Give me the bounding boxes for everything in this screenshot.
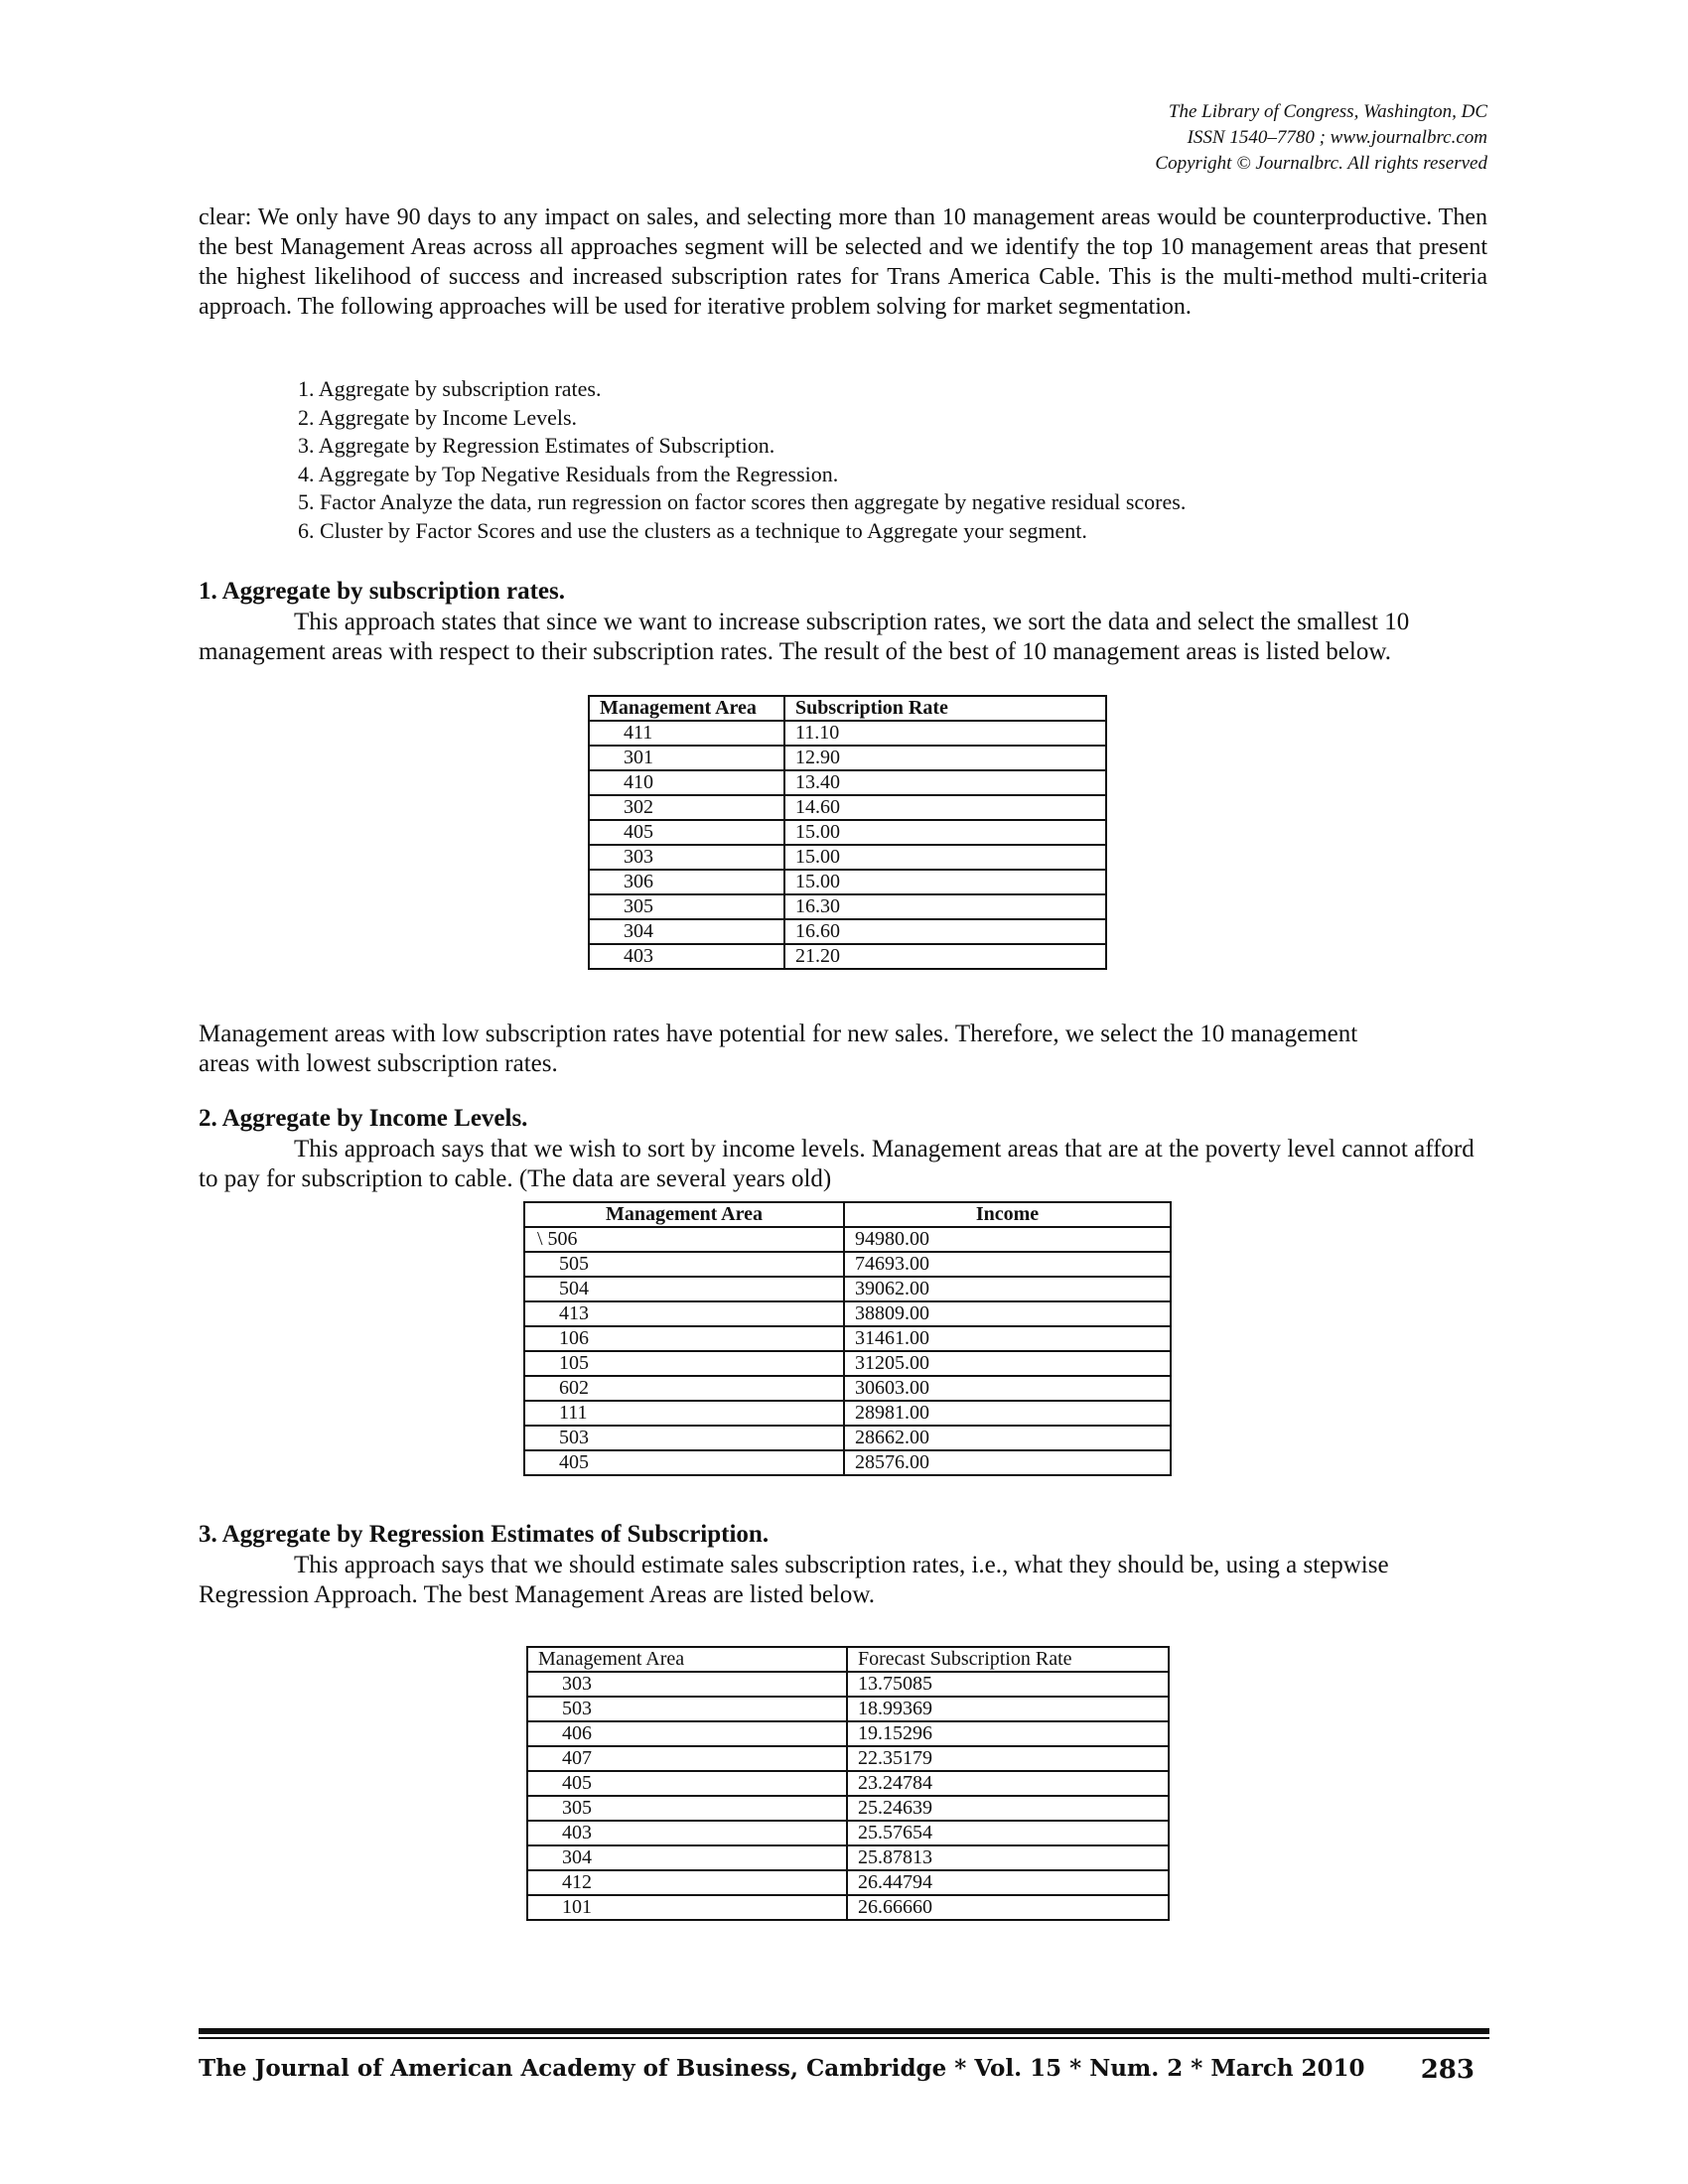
header-line-2: ISSN 1540–7780 ; www.journalbrc.com (1187, 127, 1487, 148)
table-cell: 111 (524, 1401, 844, 1426)
table-row (527, 1771, 1169, 1796)
table-cell: 403 (589, 944, 784, 969)
list-item: 4. Aggregate by Top Negative Residuals from the Regression. (298, 461, 839, 486)
list-item: 2. Aggregate by Income Levels. (298, 404, 578, 430)
footer-rule (199, 2037, 1489, 2039)
table-row (527, 1895, 1169, 1920)
table-cell: 11.10 (784, 721, 1106, 746)
forecast-table (526, 1646, 1170, 1921)
table-row (589, 746, 1106, 770)
section-2-text: This approach says that we wish to sort by income levels. Management areas that are at the poverty level cannot afford to pay for subscription to cable. (The data are several years old) (199, 1136, 1475, 1192)
table-row (524, 1351, 1171, 1376)
table-cell: 503 (527, 1697, 847, 1721)
section-3-heading: 3. Aggregate by Regression Estimates of Subscription. (199, 1521, 770, 1548)
list-item: 6. Cluster by Factor Scores and use the clusters as a technique to Aggregate your segment. (298, 517, 1087, 543)
table-cell: 304 (589, 919, 784, 944)
table-cell: 18.99369 (847, 1697, 1169, 1721)
table-cell: 412 (527, 1870, 847, 1895)
table-row (589, 770, 1106, 795)
column-header: Forecast Subscription Rate (847, 1647, 1169, 1672)
table-cell: 306 (589, 870, 784, 894)
table-cell: 19.15296 (847, 1721, 1169, 1746)
table-row (589, 845, 1106, 870)
table-row (524, 1326, 1171, 1351)
table-row (527, 1845, 1169, 1870)
table-cell: 504 (524, 1277, 844, 1301)
page-number: 283 (1420, 2055, 1475, 2085)
page-footer (199, 2055, 1475, 2085)
running-header (1155, 99, 1487, 177)
table-cell: 25.24639 (847, 1796, 1169, 1821)
table-cell: 105 (524, 1351, 844, 1376)
table-row (527, 1697, 1169, 1721)
table-row (524, 1301, 1171, 1326)
header-line-1: The Library of Congress, Washington, DC (1168, 101, 1487, 122)
table-cell: 411 (589, 721, 784, 746)
table-cell: \ 506 (524, 1227, 844, 1252)
table-cell: 74693.00 (844, 1252, 1171, 1277)
list-item: 1. Aggregate by subscription rates. (298, 376, 602, 401)
table-cell: 301 (589, 746, 784, 770)
section-2-heading: 2. Aggregate by Income Levels. (199, 1105, 528, 1132)
table-cell: 13.75085 (847, 1672, 1169, 1697)
table-cell: 503 (524, 1426, 844, 1450)
table-cell: 303 (527, 1672, 847, 1697)
table-cell: 38809.00 (844, 1301, 1171, 1326)
table-row (527, 1672, 1169, 1697)
table-row (527, 1796, 1169, 1821)
table-cell: 39062.00 (844, 1277, 1171, 1301)
column-header: Management Area (589, 696, 784, 721)
table-cell: 410 (589, 770, 784, 795)
table-cell: 13.40 (784, 770, 1106, 795)
table-cell: 405 (589, 820, 784, 845)
table-row (589, 944, 1106, 969)
table-row (524, 1227, 1171, 1252)
subscription-rate-table (588, 695, 1107, 970)
table-cell: 94980.00 (844, 1227, 1171, 1252)
table-row (589, 721, 1106, 746)
section-1-heading: 1. Aggregate by subscription rates. (199, 578, 565, 605)
table-row (589, 894, 1106, 919)
table-row (589, 870, 1106, 894)
approach-list (298, 375, 1186, 546)
table-cell: 407 (527, 1746, 847, 1771)
section-1-text: This approach states that since we want to increase subscription rates, we sort the data and select the smallest 10 management areas with respect to their subscription rates. The result of the best of 10 management areas is listed below. (199, 609, 1410, 665)
table-cell: 304 (527, 1845, 847, 1870)
table-cell: 303 (589, 845, 784, 870)
table-cell: 25.87813 (847, 1845, 1169, 1870)
list-item: 3. Aggregate by Regression Estimates of Subscription. (298, 433, 775, 459)
intro-paragraph: clear: We only have 90 days to any impact on sales, and selecting more than 10 management areas would be counterproductive. Then the best Management Areas across all approaches segment will be selected and we identify the top 10 management areas that present the highest likelihood of success and increased subscription rates for Trans America Cable. This is the multi-method multi-criteria approach. The following approaches will be used for iterative problem solving for market segmentation. (199, 205, 1487, 320)
table-cell: 28662.00 (844, 1426, 1171, 1450)
table-cell: 26.44794 (847, 1870, 1169, 1895)
table-cell: 28981.00 (844, 1401, 1171, 1426)
table-cell: 23.24784 (847, 1771, 1169, 1796)
table-cell: 302 (589, 795, 784, 820)
column-header: Management Area (524, 1202, 844, 1227)
table-cell: 31205.00 (844, 1351, 1171, 1376)
list-item: 5. Factor Analyze the data, run regression on factor scores then aggregate by negative residual scores. (298, 489, 1187, 515)
table-row (527, 1721, 1169, 1746)
header-line-3: Copyright © Journalbrc. All rights reserved (1155, 153, 1487, 174)
table-cell: 21.20 (784, 944, 1106, 969)
table-row (524, 1277, 1171, 1301)
table-cell: 31461.00 (844, 1326, 1171, 1351)
table-cell: 403 (527, 1821, 847, 1845)
income-table (523, 1201, 1172, 1476)
table-row (524, 1426, 1171, 1450)
table-cell: 106 (524, 1326, 844, 1351)
table-cell: 305 (527, 1796, 847, 1821)
table-row (527, 1870, 1169, 1895)
table-row (524, 1450, 1171, 1475)
table-cell: 413 (524, 1301, 844, 1326)
table-cell: 26.66660 (847, 1895, 1169, 1920)
table-cell: 15.00 (784, 870, 1106, 894)
table-cell: 406 (527, 1721, 847, 1746)
table-cell: 505 (524, 1252, 844, 1277)
table-cell: 14.60 (784, 795, 1106, 820)
table-cell: 28576.00 (844, 1450, 1171, 1475)
table-cell: 405 (527, 1771, 847, 1796)
table-cell: 30603.00 (844, 1376, 1171, 1401)
table-row (589, 919, 1106, 944)
column-header: Subscription Rate (784, 696, 1106, 721)
section-3-text: This approach says that we should estimate sales subscription rates, i.e., what they should be, using a stepwise Regression Approach. The best Management Areas are listed below. (199, 1552, 1389, 1608)
table-row (589, 795, 1106, 820)
table-cell: 602 (524, 1376, 844, 1401)
table-row (527, 1746, 1169, 1771)
journal-citation: The Journal of American Academy of Business, Cambridge * Vol. 15 * Num. 2 * March 2010 (199, 2055, 1365, 2082)
table-header-row (524, 1202, 1171, 1227)
table-header-row (589, 696, 1106, 721)
table-row (524, 1376, 1171, 1401)
table-cell: 16.60 (784, 919, 1106, 944)
table-row (589, 820, 1106, 845)
table-cell: 405 (524, 1450, 844, 1475)
table-header-row (527, 1647, 1169, 1672)
table-cell: 16.30 (784, 894, 1106, 919)
table-row (527, 1821, 1169, 1845)
table-cell: 15.00 (784, 820, 1106, 845)
table-cell: 15.00 (784, 845, 1106, 870)
column-header: Management Area (527, 1647, 847, 1672)
column-header: Income (844, 1202, 1171, 1227)
table-row (524, 1252, 1171, 1277)
table-cell: 305 (589, 894, 784, 919)
footer-rule (199, 2028, 1489, 2034)
table-cell: 12.90 (784, 746, 1106, 770)
table-row (524, 1401, 1171, 1426)
section-1-conclusion: Management areas with low subscription rates have potential for new sales. Therefore, we select the 10 management areas with lowest subscription rates. (199, 1021, 1358, 1077)
table-cell: 101 (527, 1895, 847, 1920)
table-cell: 22.35179 (847, 1746, 1169, 1771)
table-cell: 25.57654 (847, 1821, 1169, 1845)
